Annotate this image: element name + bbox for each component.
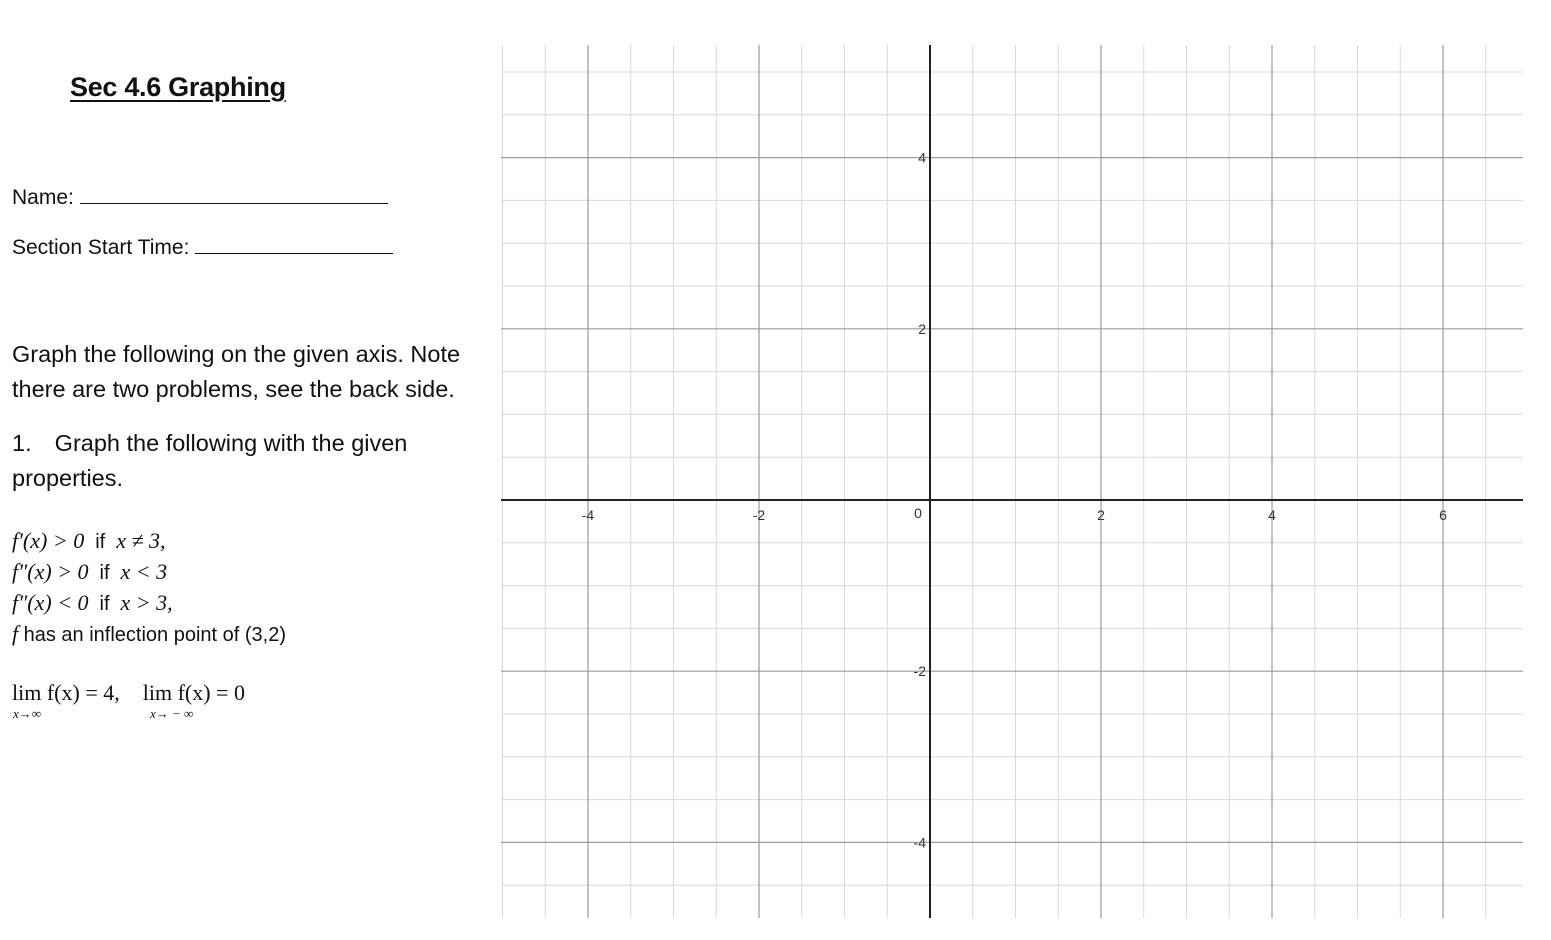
condition-3	[12, 590, 173, 616]
limit-1-expr: lim f(x) = 4,	[12, 680, 120, 705]
condition-1-lhs: f′(x) > 0	[12, 528, 85, 553]
condition-2-rhs: x < 3	[120, 559, 168, 584]
limit-2-expr: lim f(x) = 0	[142, 680, 245, 705]
x-tick-label: 2	[1097, 507, 1105, 523]
x-tick-label: 6	[1439, 507, 1447, 523]
inflection-condition	[12, 621, 286, 647]
condition-3-lhs: f″(x) < 0	[12, 590, 89, 615]
name-blank-line[interactable]	[80, 185, 388, 204]
condition-3-if: if	[99, 593, 110, 615]
y-tick-label: 4	[918, 149, 926, 166]
inflection-f: f	[12, 621, 19, 646]
y-tick-label: 2	[918, 320, 926, 337]
condition-2-lhs: f″(x) > 0	[12, 559, 89, 584]
x-tick-label: 4	[1268, 507, 1276, 523]
instructions	[12, 337, 502, 407]
instructions-line-2: there are two problems, see the back side.	[12, 376, 455, 402]
y-tick-label: -4	[913, 834, 926, 851]
origin-label: 0	[914, 505, 922, 521]
condition-3-rhs: x > 3,	[120, 590, 173, 615]
condition-1	[12, 528, 166, 554]
section-start-field	[12, 235, 393, 260]
problem-1-prompt	[12, 426, 502, 496]
worksheet-title: Sec 4.6 Graphing	[70, 72, 286, 102]
name-label: Name:	[12, 186, 74, 209]
x-tick-label: -2	[752, 507, 766, 523]
name-field	[12, 185, 388, 210]
condition-2	[12, 559, 167, 585]
limit-conditions	[12, 680, 245, 706]
minor-grid-lines	[501, 45, 1523, 918]
condition-1-rhs: x ≠ 3,	[116, 528, 166, 553]
major-grid-lines	[501, 45, 1523, 918]
problem-1-line-2: properties.	[12, 465, 124, 491]
inflection-text: has an inflection point of (3,2)	[23, 624, 287, 646]
instructions-line-1: Graph the following on the given axis. Note	[12, 341, 461, 367]
section-start-blank-line[interactable]	[195, 235, 393, 254]
x-tick-label: -4	[581, 507, 595, 523]
coordinate-grid[interactable]	[496, 40, 1526, 920]
problem-1-text: Graph the following with the given	[54, 430, 408, 456]
section-start-label: Section Start Time:	[12, 236, 190, 259]
problem-1-line-1	[12, 426, 502, 461]
condition-2-if: if	[99, 562, 110, 584]
limit-2-subscript: x→ − ∞	[150, 706, 194, 721]
condition-1-if: if	[95, 531, 106, 553]
limit-1-subscript: x→∞	[13, 706, 42, 721]
problem-number: 1.	[12, 430, 32, 456]
y-tick-label: -2	[913, 663, 926, 680]
axes	[501, 45, 1523, 918]
